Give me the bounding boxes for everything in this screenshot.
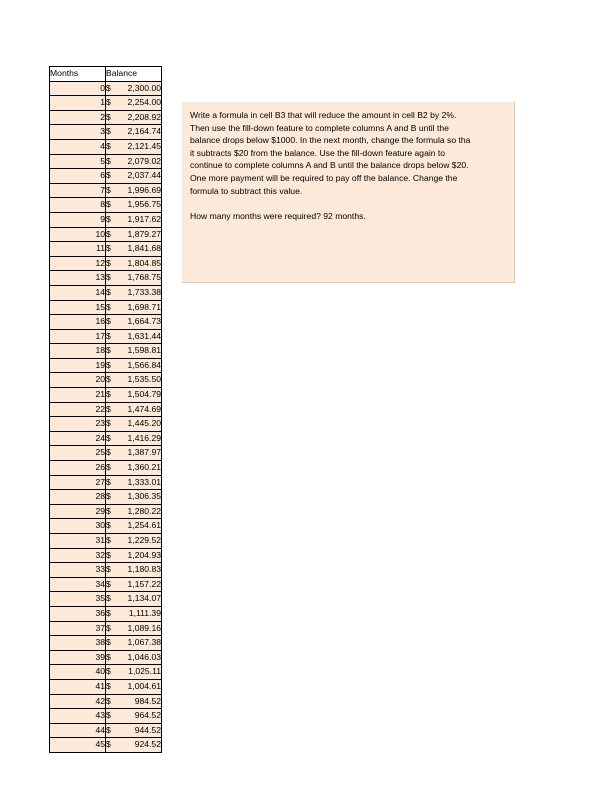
currency-symbol: $ [106, 374, 111, 385]
currency-symbol: $ [106, 505, 111, 516]
table-row [50, 650, 162, 665]
currency-symbol: $ [106, 549, 111, 560]
month-cell[interactable]: 42 [50, 694, 106, 709]
balance-cell[interactable] [106, 110, 162, 125]
month-cell[interactable]: 33 [50, 563, 106, 578]
balance-cell[interactable] [106, 709, 162, 724]
balance-amount: 2,164.74 [127, 126, 161, 137]
balance-cell[interactable] [106, 300, 162, 315]
currency-symbol: $ [106, 213, 111, 224]
month-cell[interactable]: 32 [50, 548, 106, 563]
balance-cell[interactable] [106, 81, 162, 96]
balance-amount: 1,917.62 [127, 213, 161, 224]
balance-cell[interactable] [106, 723, 162, 738]
table-row [50, 110, 162, 125]
currency-symbol: $ [106, 680, 111, 691]
currency-symbol: $ [106, 97, 111, 108]
instruction-line: formula to subtract this value. [190, 185, 303, 196]
balance-amount: 1,535.50 [127, 374, 161, 385]
month-cell[interactable]: 39 [50, 650, 106, 665]
table-row [50, 665, 162, 680]
month-cell[interactable]: 7 [50, 183, 106, 198]
balance-cell[interactable] [106, 271, 162, 286]
balance-amount: 984.52 [134, 695, 161, 706]
balance-cell[interactable] [106, 577, 162, 592]
table-row [50, 723, 162, 738]
month-cell[interactable]: 11 [50, 242, 106, 257]
balance-amount: 1,180.83 [127, 564, 161, 575]
table-row [50, 577, 162, 592]
month-cell[interactable]: 38 [50, 636, 106, 651]
balance-cell[interactable] [106, 446, 162, 461]
table-row [50, 431, 162, 446]
table-row [50, 490, 162, 505]
currency-symbol: $ [106, 228, 111, 239]
table-row [50, 198, 162, 213]
table-row [50, 81, 162, 96]
header-row [50, 67, 162, 82]
balance-cell[interactable] [106, 563, 162, 578]
table-row [50, 212, 162, 227]
balance-amount: 1,504.79 [127, 389, 161, 400]
balance-amount: 1,996.69 [127, 184, 161, 195]
balance-cell[interactable] [106, 198, 162, 213]
balance-cell[interactable] [106, 417, 162, 432]
currency-symbol: $ [106, 666, 111, 677]
balance-amount: 2,208.92 [127, 111, 161, 122]
currency-symbol: $ [106, 695, 111, 706]
month-cell[interactable]: 13 [50, 271, 106, 286]
month-cell[interactable]: 17 [50, 329, 106, 344]
balance-amount: 1,229.52 [127, 535, 161, 545]
table-row [50, 709, 162, 724]
currency-symbol: $ [106, 724, 111, 735]
balance-cell[interactable] [106, 461, 162, 476]
currency-symbol: $ [106, 170, 111, 181]
month-cell[interactable]: 43 [50, 709, 106, 724]
month-cell[interactable]: 10 [50, 227, 106, 242]
currency-symbol: $ [106, 111, 111, 122]
balance-amount: 1,768.75 [127, 272, 161, 283]
table-row [50, 344, 162, 359]
balance-amount: 1,254.61 [127, 520, 161, 531]
balance-amount: 1,134.07 [127, 593, 161, 604]
currency-symbol: $ [106, 155, 111, 166]
instructions-text [190, 109, 508, 197]
table-row [50, 446, 162, 461]
balance-cell[interactable] [106, 183, 162, 198]
balance-cell[interactable] [106, 621, 162, 636]
instruction-line: Then use the fill-down feature to complete columns A and B until the [190, 122, 449, 133]
balance-amount: 1,566.84 [127, 359, 161, 370]
balance-amount: 1,387.97 [127, 447, 161, 458]
month-cell[interactable]: 9 [50, 212, 106, 227]
balance-cell[interactable] [106, 388, 162, 403]
balance-amount: 2,037.44 [127, 170, 161, 181]
balance-cell[interactable] [106, 490, 162, 505]
table-row [50, 125, 162, 140]
table-row [50, 388, 162, 403]
month-cell[interactable]: 5 [50, 154, 106, 169]
table-row [50, 606, 162, 621]
instruction-line: Write a formula in cell B3 that will reduce the amount in cell B2 by 2%. [190, 110, 457, 120]
currency-symbol: $ [106, 272, 111, 283]
month-cell[interactable]: 30 [50, 519, 106, 534]
month-cell[interactable]: 25 [50, 446, 106, 461]
month-cell[interactable]: 8 [50, 198, 106, 213]
month-cell[interactable]: 6 [50, 169, 106, 184]
month-cell[interactable]: 45 [50, 738, 106, 753]
balance-cell[interactable] [106, 344, 162, 359]
currency-symbol: $ [106, 286, 111, 297]
currency-symbol: $ [106, 301, 111, 312]
instruction-line: One more payment will be required to pay off the balance. Change the [190, 172, 458, 183]
balance-cell[interactable] [106, 169, 162, 184]
balance-amount: 1,631.44 [127, 330, 161, 341]
table-row [50, 373, 162, 388]
month-cell[interactable]: 22 [50, 402, 106, 417]
table-row [50, 417, 162, 432]
balance-cell[interactable] [106, 125, 162, 140]
balance-amount: 1,416.29 [127, 432, 161, 443]
balance-cell[interactable] [106, 650, 162, 665]
currency-symbol: $ [106, 82, 111, 93]
currency-symbol: $ [106, 345, 111, 356]
table-row [50, 300, 162, 315]
table-row [50, 154, 162, 169]
balance-amount: 1,841.68 [127, 243, 161, 254]
month-cell[interactable]: 24 [50, 431, 106, 446]
instruction-line: balance drops below $1000. In the next month, change the formula so tha [190, 135, 471, 146]
currency-symbol: $ [106, 535, 111, 545]
currency-symbol: $ [106, 710, 111, 721]
balance-cell[interactable] [106, 504, 162, 519]
currency-symbol: $ [106, 140, 111, 151]
currency-symbol: $ [106, 447, 111, 458]
balance-amount: 1,046.03 [127, 651, 161, 662]
month-cell[interactable]: 23 [50, 417, 106, 432]
instruction-line: continue to complete columns A and B until the balance drops below $20. [190, 160, 469, 171]
balance-amount: 1,306.35 [127, 491, 161, 502]
table-row [50, 285, 162, 300]
table-row [50, 636, 162, 651]
table-row [50, 563, 162, 578]
table-row [50, 694, 162, 709]
balance-cell[interactable] [106, 592, 162, 607]
month-cell[interactable]: 20 [50, 373, 106, 388]
balance-cell[interactable] [106, 242, 162, 257]
instructions-box[interactable] [182, 102, 515, 283]
currency-symbol: $ [106, 403, 111, 414]
currency-symbol: $ [106, 432, 111, 443]
balance-cell[interactable] [106, 285, 162, 300]
balance-amount: 1,733.38 [127, 286, 161, 297]
balance-amount: 2,254.00 [127, 97, 161, 108]
table-row [50, 271, 162, 286]
balance-cell[interactable] [106, 373, 162, 388]
month-cell[interactable]: 29 [50, 504, 106, 519]
currency-symbol: $ [106, 564, 111, 575]
balance-amount: 1,804.85 [127, 257, 161, 268]
table-row [50, 315, 162, 330]
month-cell[interactable]: 28 [50, 490, 106, 505]
month-cell[interactable]: 2 [50, 110, 106, 125]
balance-cell[interactable] [106, 212, 162, 227]
month-cell[interactable]: 31 [50, 534, 106, 549]
table-row [50, 242, 162, 257]
month-cell[interactable]: 4 [50, 139, 106, 154]
table-row [50, 679, 162, 694]
balance-amount: 2,300.00 [127, 82, 161, 93]
table-row [50, 534, 162, 549]
table-row [50, 738, 162, 753]
balance-amount: 1,280.22 [127, 505, 161, 516]
balance-amount: 1,474.69 [127, 403, 161, 414]
balance-amount: 2,121.45 [127, 140, 161, 151]
balance-cell[interactable] [106, 315, 162, 330]
balance-cell[interactable] [106, 256, 162, 271]
balance-cell[interactable] [106, 402, 162, 417]
month-cell[interactable]: 14 [50, 285, 106, 300]
table-row [50, 227, 162, 242]
balance-cell[interactable] [106, 519, 162, 534]
table-row [50, 256, 162, 271]
table-row [50, 621, 162, 636]
currency-symbol: $ [106, 593, 111, 604]
balance-cell[interactable] [106, 431, 162, 446]
month-cell[interactable]: 44 [50, 723, 106, 738]
currency-symbol: $ [106, 578, 111, 589]
balance-cell[interactable] [106, 548, 162, 563]
currency-symbol: $ [106, 607, 111, 618]
month-cell[interactable]: 37 [50, 621, 106, 636]
currency-symbol: $ [106, 622, 111, 633]
month-cell[interactable]: 19 [50, 358, 106, 373]
table-body [50, 81, 162, 752]
balance-amount: 2,079.02 [127, 155, 161, 166]
month-cell[interactable]: 40 [50, 665, 106, 680]
currency-symbol: $ [106, 389, 111, 400]
table-row [50, 183, 162, 198]
months-header[interactable]: Months [50, 67, 106, 82]
balance-amount: 1,067.38 [127, 637, 161, 648]
balance-amount: 1,004.61 [127, 680, 161, 691]
month-cell[interactable]: 35 [50, 592, 106, 607]
balance-cell[interactable] [106, 358, 162, 373]
table-row [50, 139, 162, 154]
balance-cell[interactable] [106, 636, 162, 651]
balance-amount: 1,204.93 [127, 549, 161, 560]
month-cell[interactable]: 1 [50, 96, 106, 111]
table-row [50, 548, 162, 563]
table-row [50, 402, 162, 417]
month-cell[interactable]: 41 [50, 679, 106, 694]
balance-amount: 944.52 [134, 724, 161, 735]
month-cell[interactable]: 3 [50, 125, 106, 140]
table-row [50, 358, 162, 373]
month-cell[interactable]: 21 [50, 388, 106, 403]
balance-cell[interactable] [106, 738, 162, 753]
currency-symbol: $ [106, 316, 111, 327]
balance-header[interactable]: Balance [106, 67, 162, 82]
balance-amount: 1,598.81 [127, 345, 161, 356]
currency-symbol: $ [106, 739, 111, 750]
balance-cell[interactable] [106, 96, 162, 111]
balance-amount: 1,333.01 [127, 476, 161, 487]
currency-symbol: $ [106, 476, 111, 487]
balance-amount: 1,956.75 [127, 199, 161, 210]
balance-cell[interactable] [106, 227, 162, 242]
table-row [50, 461, 162, 476]
balance-cell[interactable] [106, 665, 162, 680]
month-cell[interactable]: 0 [50, 81, 106, 96]
currency-symbol: $ [106, 637, 111, 648]
table-row [50, 475, 162, 490]
currency-symbol: $ [106, 491, 111, 502]
balance-cell[interactable] [106, 679, 162, 694]
table-row [50, 96, 162, 111]
balance-amount: 1,445.20 [127, 418, 161, 429]
table-row [50, 169, 162, 184]
balance-amount: 1,111.39 [128, 607, 161, 618]
month-cell[interactable]: 12 [50, 256, 106, 271]
currency-symbol: $ [106, 418, 111, 429]
instruction-line: it subtracts $20 from the balance. Use the fill-down feature again to [190, 147, 446, 158]
balance-amount: 1,664.73 [127, 316, 161, 327]
table-row [50, 592, 162, 607]
currency-symbol: $ [106, 257, 111, 268]
currency-symbol: $ [106, 184, 111, 195]
balance-amount: 1,698.71 [127, 301, 161, 312]
balance-cell[interactable] [106, 606, 162, 621]
balance-table [49, 66, 162, 753]
currency-symbol: $ [106, 199, 111, 210]
balance-cell[interactable] [106, 694, 162, 709]
balance-cell[interactable] [106, 329, 162, 344]
month-cell[interactable]: 36 [50, 606, 106, 621]
currency-symbol: $ [106, 520, 111, 531]
table-row [50, 329, 162, 344]
month-cell[interactable]: 15 [50, 300, 106, 315]
table-row [50, 519, 162, 534]
balance-amount: 964.52 [134, 710, 161, 721]
month-cell[interactable]: 34 [50, 577, 106, 592]
balance-amount: 924.52 [134, 739, 161, 750]
currency-symbol: $ [106, 330, 111, 341]
balance-amount: 1,360.21 [127, 462, 161, 473]
balance-cell[interactable] [106, 534, 162, 549]
balance-amount: 1,157.22 [127, 578, 161, 589]
table-row [50, 504, 162, 519]
question-text: How many months were required? 92 months. [190, 210, 366, 221]
balance-amount: 1,879.27 [127, 228, 161, 239]
currency-symbol: $ [106, 359, 111, 370]
currency-symbol: $ [106, 462, 111, 473]
month-cell[interactable]: 27 [50, 475, 106, 490]
month-cell[interactable]: 18 [50, 344, 106, 359]
currency-symbol: $ [106, 243, 111, 254]
balance-amount: 1,089.16 [127, 622, 161, 633]
balance-amount: 1,025.11 [128, 666, 161, 677]
balance-cell[interactable] [106, 475, 162, 490]
month-cell[interactable]: 16 [50, 315, 106, 330]
currency-symbol: $ [106, 126, 111, 137]
balance-cell[interactable] [106, 154, 162, 169]
month-cell[interactable]: 26 [50, 461, 106, 476]
balance-cell[interactable] [106, 139, 162, 154]
currency-symbol: $ [106, 651, 111, 662]
